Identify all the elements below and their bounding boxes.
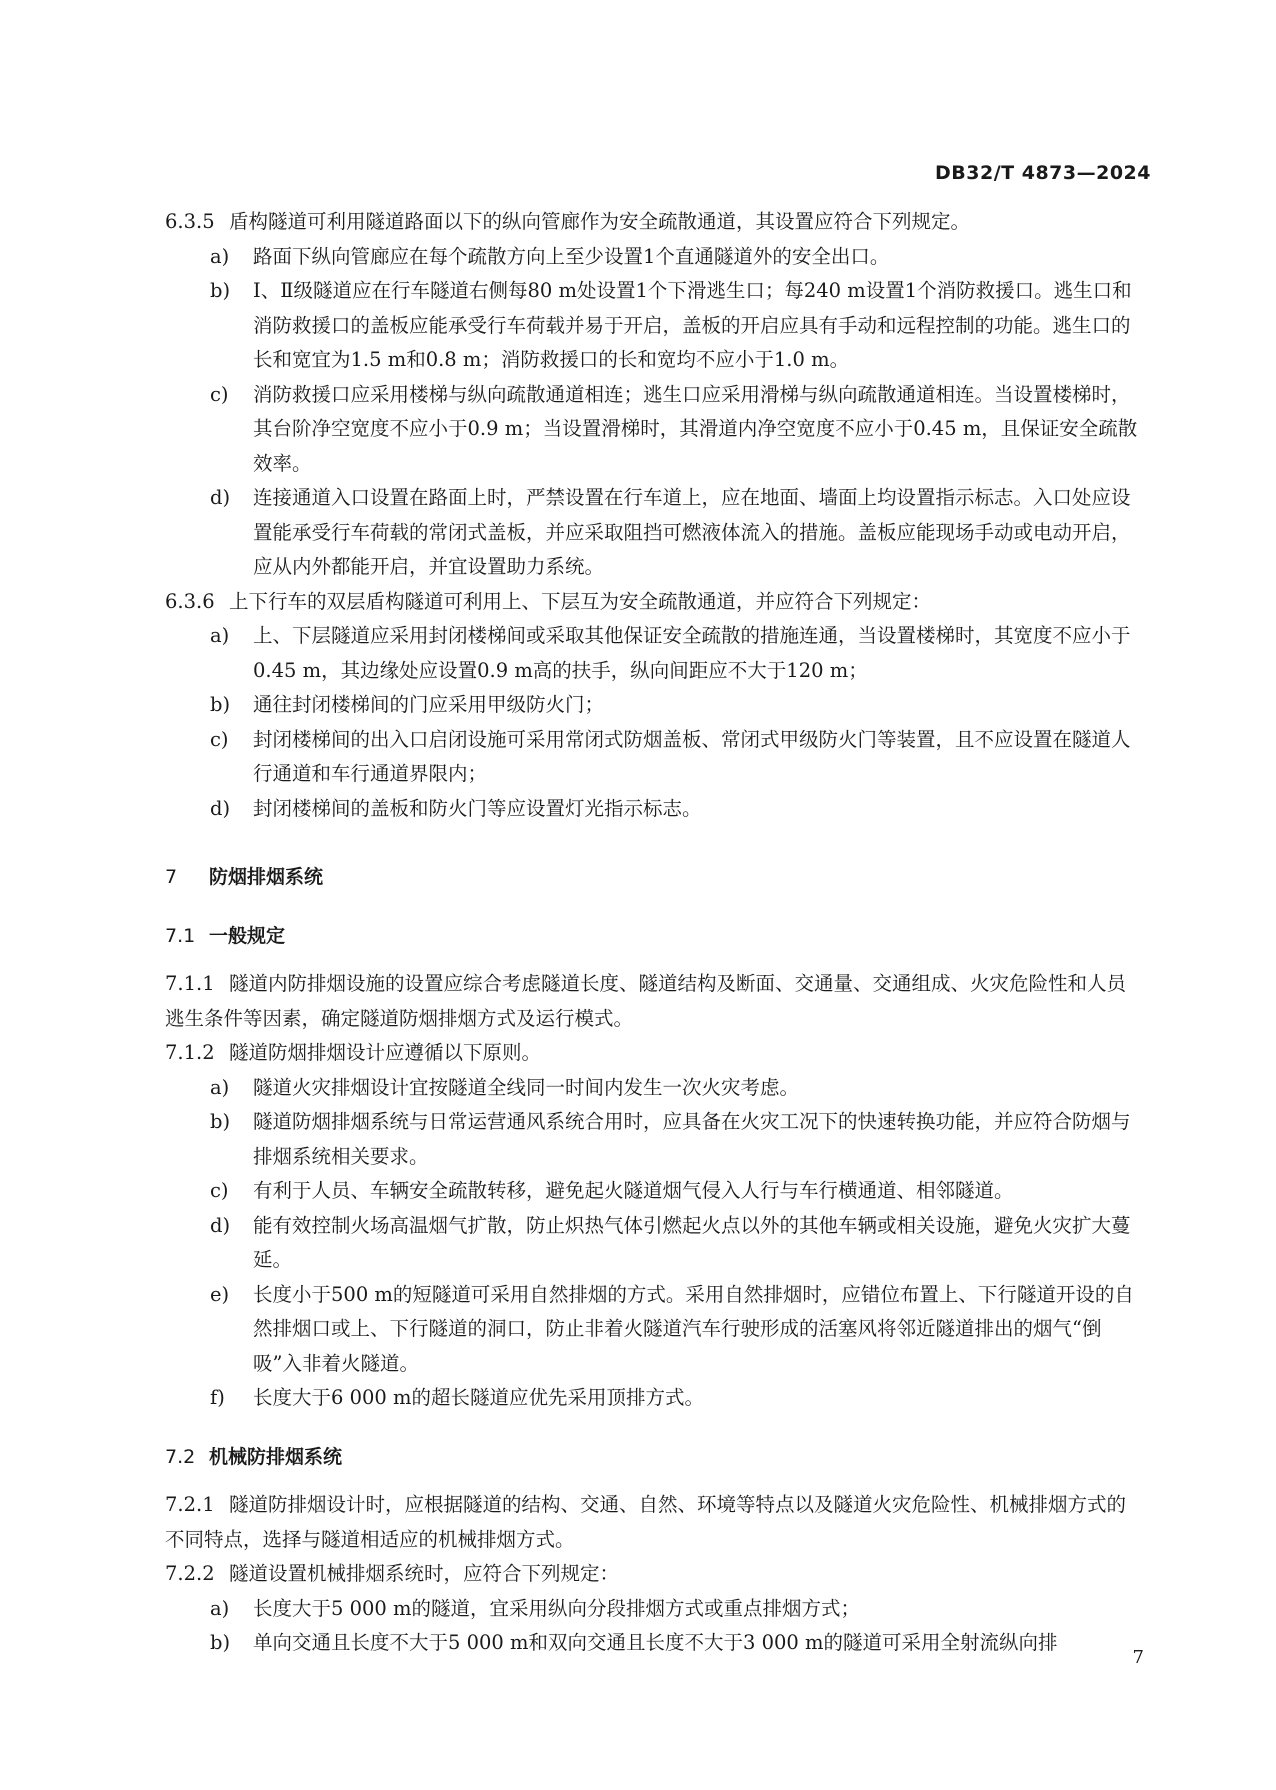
item-label: d): [210, 1213, 231, 1237]
item-text: 消防救援口应采用楼梯与纵向疏散通道相连；逃生口应采用滑梯与纵向疏散通道相连。当设置楼梯时，其台阶净空宽度不应小于0.9 m；当设置滑梯时，其滑道内净空宽度不应小于0.45 m，且保证安全疏散效率。: [253, 382, 1138, 475]
clause-text: 上下行车的双层盾构隧道可利用上、下层互为安全疏散通道，并应符合下列规定：: [229, 589, 932, 613]
item-text: 封闭楼梯间的出入口启闭设施可采用常闭式防烟盖板、常闭式甲级防火门等装置，且不应设置在隧道人行通道和车行通道界限内；: [253, 727, 1131, 785]
item-text: 单向交通且长度不大于5 000 m和双向交通且长度不大于3 000 m的隧道可采用全射流纵向排: [253, 1631, 1058, 1654]
clause-text: 盾构隧道可利用隧道路面以下的纵向管廊作为安全疏散通道，其设置应符合下列规定。: [229, 210, 971, 233]
list-item: [165, 378, 1145, 482]
item-label: a): [210, 624, 230, 647]
list-item: [165, 1626, 1145, 1661]
list-item: [165, 1592, 1145, 1627]
section-heading-7-1: [165, 919, 1145, 954]
item-text: 隧道火灾排烟设计宜按隧道全线同一时间内发生一次火灾考虑。: [253, 1075, 800, 1099]
item-text: 路面下纵向管廊应在每个疏散方向上至少设置1个直通隧道外的安全出口。: [253, 244, 890, 268]
item-text: 封闭楼梯间的盖板和防火门等应设置灯光指示标志。: [253, 796, 702, 820]
item-label: c): [210, 382, 229, 406]
clause-number: 7.2.1: [165, 1493, 215, 1516]
list-item: [165, 1278, 1145, 1382]
list-item: [165, 1071, 1145, 1106]
clause-7-2-1: [165, 1488, 1145, 1557]
list-item: [165, 481, 1145, 585]
heading-number: 7.1: [165, 924, 196, 947]
list-item: [165, 240, 1145, 275]
clause-6-3-6: [165, 585, 1145, 620]
list-item: [165, 723, 1145, 792]
item-label: b): [210, 1110, 231, 1133]
item-text: 长度大于5 000 m的隧道，宜采用纵向分段排烟方式或重点排烟方式；: [253, 1596, 861, 1620]
clause-6-3-5: [165, 205, 1145, 240]
item-label: b): [210, 693, 231, 716]
clause-number: 7.1.1: [165, 972, 215, 995]
item-text: 连接通道入口设置在路面上时，严禁设置在行车道上，应在地面、墙面上均设置指示标志。入口处应设置能承受行车荷载的常闭式盖板，并应采取阻挡可燃液体流入的措施。盖板应能现场手动或电动开启，应从内外都能开启，并宜设置助力系统。: [253, 486, 1131, 578]
item-label: f): [210, 1386, 225, 1409]
item-text: 通往封闭楼梯间的门应采用甲级防火门；: [253, 693, 605, 716]
item-label: c): [210, 1179, 229, 1202]
clause-7-2-2: [165, 1557, 1145, 1592]
clause-number: 6.3.5: [165, 210, 215, 233]
clause-7-1-2: [165, 1036, 1145, 1071]
item-label: b): [210, 279, 231, 302]
item-label: c): [210, 727, 229, 751]
item-text: 长度大于6 000 m的超长隧道应优先采用顶排方式。: [253, 1386, 705, 1409]
section-heading-7-2: [165, 1440, 1145, 1475]
item-text: Ⅰ、Ⅱ级隧道应在行车隧道右侧每80 m处设置1个下滑逃生口；每240 m设置1个消防救援口。逃生口和消防救援口的盖板应能承受行车荷载并易于开启，盖板的开启应具有手动和远程控制的功能。逃生口的长和宽宜为1.5 m和0.8 m；消防救援口的长和宽均不应小于1.0 m。: [253, 279, 1132, 371]
list-item: [165, 688, 1145, 723]
heading-title: 防烟排烟系统: [209, 866, 324, 888]
item-text: 上、下层隧道应采用封闭楼梯间或采取其他保证安全疏散的措施连通，当设置楼梯时，其宽度不应小于0.45 m，其边缘处应设置0.9 m高的扶手，纵向间距应不大于120 m；: [253, 624, 1131, 682]
item-label: e): [210, 1282, 230, 1306]
clause-number: 6.3.6: [165, 589, 215, 613]
clause-text: 隧道内防排烟设施的设置应综合考虑隧道长度、隧道结构及断面、交通量、交通组成、火灾危险性和人员逃生条件等因素，确定隧道防烟排烟方式及运行模式。: [165, 972, 1127, 1030]
item-label: a): [210, 1596, 230, 1620]
clause-text: 隧道防排烟设计时，应根据隧道的结构、交通、自然、环境等特点以及隧道火灾危险性、机械排烟方式的不同特点，选择与隧道相适应的机械排烟方式。: [165, 1493, 1127, 1551]
item-text: 隧道防烟排烟系统与日常运营通风系统合用时，应具备在火灾工况下的快速转换功能，并应符合防烟与排烟系统相关要求。: [253, 1110, 1131, 1168]
heading-title: 机械防排烟系统: [209, 1445, 343, 1468]
document-body: [165, 205, 1145, 1661]
clause-number: 7.1.2: [165, 1041, 215, 1064]
item-label: a): [210, 244, 230, 268]
item-label: d): [210, 796, 231, 820]
item-text: 有利于人员、车辆安全疏散转移，避免起火隧道烟气侵入人行与车行横通道、相邻隧道。: [253, 1179, 1014, 1202]
item-text: 长度小于500 m的短隧道可采用自然排烟的方式。采用自然排烟时，应错位布置上、下行隧道开设的自然排烟口或上、下行隧道的洞口，防止非着火隧道汽车行驶形成的活塞风将邻近隧道排出的烟气“倒吸”入非着火隧道。: [253, 1282, 1134, 1375]
list-item: [165, 274, 1145, 378]
heading-title: 一般规定: [209, 924, 286, 947]
heading-number: 7: [165, 866, 178, 888]
clause-text: 隧道设置机械排烟系统时，应符合下列规定：: [229, 1562, 620, 1585]
item-label: b): [210, 1631, 231, 1654]
heading-number: 7.2: [165, 1445, 196, 1468]
clause-7-1-1: [165, 967, 1145, 1036]
item-label: a): [210, 1075, 230, 1099]
item-text: 能有效控制火场高温烟气扩散，防止炽热气体引燃起火点以外的其他车辆或相关设施，避免火灾扩大蔓延。: [253, 1213, 1131, 1271]
list-item: [165, 1174, 1145, 1209]
item-label: d): [210, 486, 231, 509]
list-item: [165, 619, 1145, 688]
list-item: [165, 1105, 1145, 1174]
list-item: [165, 1381, 1145, 1416]
section-heading-7: [165, 860, 1145, 895]
list-item: [165, 792, 1145, 827]
page-number: 7: [1132, 1647, 1144, 1668]
list-item: [165, 1209, 1145, 1278]
standard-number: DB32/T 4873—2024: [935, 162, 1151, 184]
clause-number: 7.2.2: [165, 1562, 215, 1585]
clause-text: 隧道防烟排烟设计应遵循以下原则。: [229, 1041, 542, 1064]
